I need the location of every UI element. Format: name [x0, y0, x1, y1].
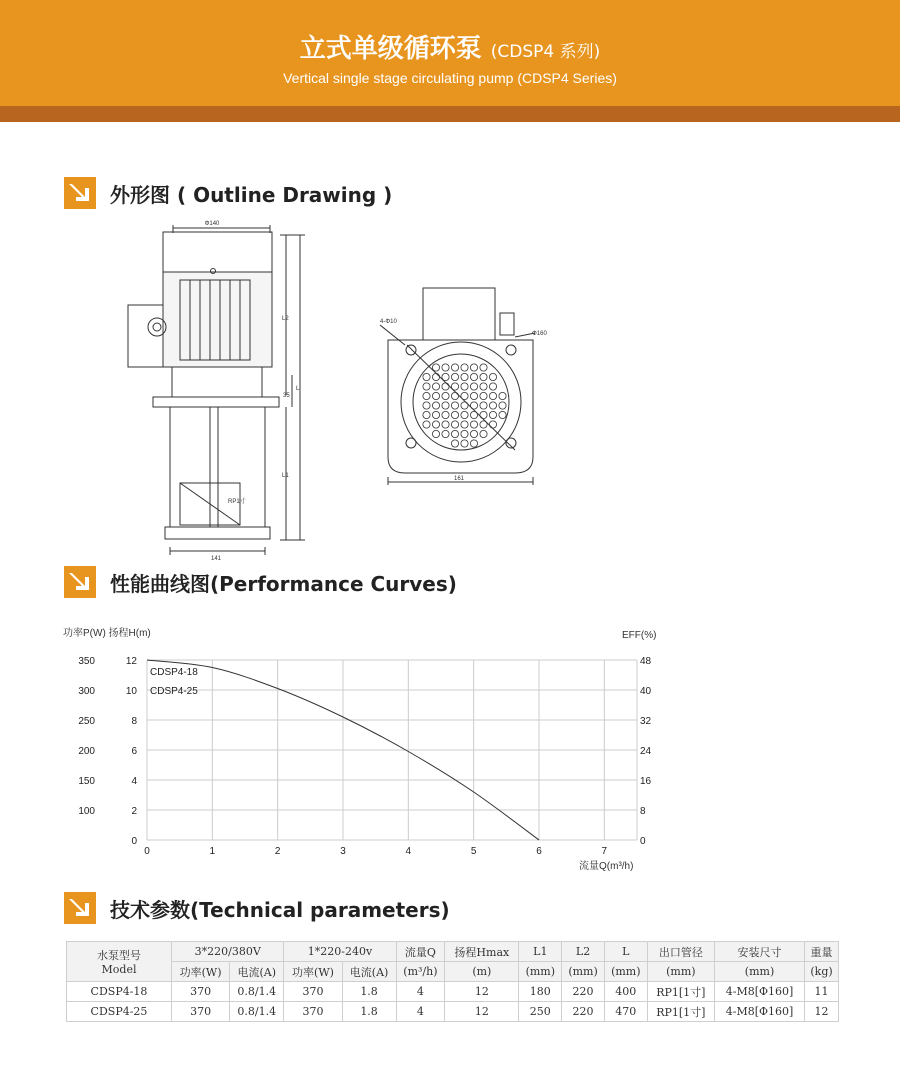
subheader-cell: 电流(A): [342, 962, 396, 982]
grille-hole: [451, 440, 458, 447]
grille-hole: [461, 440, 468, 447]
x-tick-label: 6: [536, 846, 542, 857]
grille-hole: [489, 421, 496, 428]
subheader-cell: (mm): [562, 962, 605, 982]
legend-entry-cdsp4-18: CDSP4-18: [150, 667, 198, 678]
grille-hole: [423, 411, 430, 418]
grille-hole: [499, 392, 506, 399]
header-cell: L1: [519, 942, 562, 962]
grille-hole: [432, 421, 439, 428]
grille-hole: [461, 430, 468, 437]
dim-top-label: Φ140: [204, 221, 220, 227]
grille-hole: [432, 402, 439, 409]
grille-hole: [423, 421, 430, 428]
grille-hole: [480, 411, 487, 418]
subheader-cell: 电流(A): [230, 962, 284, 982]
head-tick-label: 0: [131, 836, 137, 847]
table-cell: RP1[1寸]: [647, 982, 714, 1002]
grille-hole: [442, 421, 449, 428]
grille-hole: [451, 364, 458, 371]
dim-l1-label: L1: [282, 473, 289, 479]
grille-hole: [489, 373, 496, 380]
grille-hole: [470, 364, 477, 371]
table-cell: 4: [396, 1002, 445, 1022]
grille-hole: [451, 430, 458, 437]
table-cell: 0.8/1.4: [230, 982, 284, 1002]
grille-hole: [470, 440, 477, 447]
x-tick-label: 5: [470, 846, 477, 857]
head-tick-label: 8: [131, 716, 137, 727]
eff-tick-label: 0: [640, 836, 646, 847]
grille-hole: [451, 421, 458, 428]
subheader-cell: (m): [445, 962, 519, 982]
grille-hole: [442, 392, 449, 399]
grille-hole: [432, 373, 439, 380]
header-cell: L: [604, 942, 647, 962]
table-row: [67, 982, 839, 1002]
grille-hole: [489, 383, 496, 390]
power-tick-label: 150: [78, 776, 95, 787]
eff-tick-label: 24: [640, 746, 652, 757]
grille-hole: [461, 383, 468, 390]
grille-hole: [423, 402, 430, 409]
header-model-cn: 水泵型号: [97, 949, 141, 962]
x-tick-label: 2: [274, 846, 281, 857]
pump-side-view-drawing: [120, 215, 320, 560]
eff-tick-label: 16: [640, 776, 652, 787]
table-cell: 0.8/1.4: [230, 1002, 284, 1022]
power-tick-label: 200: [78, 746, 95, 757]
table-header-row: [67, 942, 839, 962]
x-tick-label: 4: [405, 846, 412, 857]
table-cell: 12: [445, 1002, 519, 1022]
subheader-cell: (m³/h): [396, 962, 445, 982]
grille-hole: [480, 402, 487, 409]
performance-chart-svg: [60, 620, 660, 880]
grille-hole: [489, 411, 496, 418]
table-cell: 12: [445, 982, 519, 1002]
head-tick-label: 2: [131, 806, 137, 817]
grille-hole: [499, 411, 506, 418]
diameter-label: Φ160: [532, 331, 547, 337]
table-cell: 400: [604, 982, 647, 1002]
table-cell: 4: [396, 982, 445, 1002]
table-cell: 370: [172, 982, 230, 1002]
grille-hole: [480, 383, 487, 390]
table-cell: 220: [562, 1002, 605, 1022]
subheader-cell: (mm): [647, 962, 714, 982]
header-cell: 扬程Hmax: [445, 942, 519, 962]
x-axis-label: 流量Q(m³/h): [579, 861, 634, 872]
header-cell: 1*220-240v: [284, 942, 396, 962]
table-cell: RP1[1寸]: [647, 1002, 714, 1022]
grille-hole: [451, 402, 458, 409]
header-cell: 重量: [805, 942, 839, 962]
grille-hole: [470, 373, 477, 380]
title-series: (CDSP4 系列): [490, 42, 601, 62]
chart-grid: [147, 660, 637, 840]
header-cell: 出口管径: [647, 942, 714, 962]
header-cell: 3*220/380V: [172, 942, 284, 962]
grille-hole: [470, 392, 477, 399]
header-banner-shadow: [0, 106, 900, 122]
grille-hole: [432, 364, 439, 371]
header-cell: 流量Q: [396, 942, 445, 962]
power-tick-label: 250: [78, 716, 95, 727]
header-cell: L2: [562, 942, 605, 962]
table-cell: 470: [604, 1002, 647, 1022]
grille-hole: [442, 383, 449, 390]
dim-l2-label: L2: [282, 316, 289, 322]
grille-hole: [470, 430, 477, 437]
head-tick-label: 12: [125, 656, 137, 667]
page-title: [0, 28, 900, 65]
table-cell: 11: [805, 982, 839, 1002]
table-cell: 12: [805, 1002, 839, 1022]
subheader-cell: (mm): [715, 962, 805, 982]
section-performance-heading: [64, 565, 457, 599]
grille-hole: [470, 411, 477, 418]
table-cell: CDSP4-18: [67, 982, 172, 1002]
section-performance-title: 性能曲线图(Performance Curves): [110, 571, 457, 596]
table-subheader-row: [67, 962, 839, 982]
eff-tick-label: 8: [640, 806, 646, 817]
grille-hole: [451, 392, 458, 399]
arrow-icon: [64, 892, 96, 924]
section-technical-heading: [64, 891, 450, 925]
arrow-icon: [64, 177, 96, 209]
grille-hole: [480, 421, 487, 428]
fan-grille-holes: [423, 364, 506, 447]
dim-35-label: 35: [283, 393, 290, 399]
grille-hole: [489, 392, 496, 399]
subheader-cell: (mm): [519, 962, 562, 982]
grille-hole: [489, 402, 496, 409]
right-axis-label: EFF(%): [622, 630, 657, 641]
header-cell: 安装尺寸: [715, 942, 805, 962]
grille-hole: [461, 421, 468, 428]
table-cell: 250: [519, 1002, 562, 1022]
head-tick-label: 4: [131, 776, 137, 787]
table-cell: CDSP4-25: [67, 1002, 172, 1022]
width-label: 161: [453, 476, 465, 482]
grille-hole: [461, 392, 468, 399]
table-cell: 220: [562, 982, 605, 1002]
page-subtitle: Vertical single stage circulating pump (CDSP4 Series): [283, 70, 617, 86]
dim-l-label: L: [296, 386, 300, 392]
eff-tick-label: 32: [640, 716, 652, 727]
table-cell: 370: [284, 982, 342, 1002]
grille-hole: [423, 392, 430, 399]
grille-hole: [461, 373, 468, 380]
subheader-cell: 功率(W): [172, 962, 230, 982]
section-outline-title: 外形图 ( Outline Drawing ): [110, 182, 393, 207]
grille-hole: [442, 411, 449, 418]
grille-hole: [451, 411, 458, 418]
legend-entry-cdsp4-25: CDSP4-25: [150, 686, 198, 697]
grille-hole: [442, 402, 449, 409]
grille-hole: [470, 421, 477, 428]
header-model-cell: [67, 942, 172, 982]
grille-hole: [442, 373, 449, 380]
dim-rp-label: RP1寸: [228, 499, 246, 505]
title-cn: 立式单级循环泵: [299, 34, 482, 64]
table-cell: 4-M8[Φ160]: [715, 982, 805, 1002]
table-cell: 370: [172, 1002, 230, 1022]
power-tick-label: 300: [78, 686, 95, 697]
grille-hole: [451, 383, 458, 390]
arrow-icon: [64, 566, 96, 598]
x-tick-label: 0: [144, 846, 150, 857]
grille-hole: [480, 364, 487, 371]
x-tick-label: 3: [340, 846, 346, 857]
subheader-cell: (kg): [805, 962, 839, 982]
grille-hole: [480, 392, 487, 399]
grille-hole: [432, 392, 439, 399]
subheader-cell: (mm): [604, 962, 647, 982]
eff-tick-label: 40: [640, 686, 652, 697]
head-tick-label: 6: [131, 746, 137, 757]
section-outline-heading: [64, 176, 392, 210]
table-cell: 180: [519, 982, 562, 1002]
x-tick-label: 7: [601, 846, 608, 857]
section-technical-title: 技术参数(Technical parameters): [110, 897, 450, 922]
grille-hole: [461, 402, 468, 409]
subheader-cell: 功率(W): [284, 962, 342, 982]
eff-tick-label: 48: [640, 656, 652, 667]
power-tick-label: 350: [78, 656, 95, 667]
grille-hole: [432, 383, 439, 390]
grille-hole: [451, 373, 458, 380]
table-cell: 1.8: [342, 1002, 396, 1022]
grille-hole: [432, 430, 439, 437]
pump-top-view-drawing: [375, 285, 550, 485]
grille-hole: [480, 430, 487, 437]
grille-hole: [423, 383, 430, 390]
header-model-en: Model: [101, 963, 137, 976]
left-axis-label: 功率P(W) 扬程H(m): [63, 628, 151, 639]
performance-chart: [60, 620, 660, 880]
grille-hole: [442, 430, 449, 437]
x-tick-label: 1: [209, 846, 216, 857]
grille-hole: [461, 364, 468, 371]
grille-hole: [461, 411, 468, 418]
grille-hole: [499, 402, 506, 409]
holes-label: 4-Φ10: [380, 319, 397, 325]
table-cell: 370: [284, 1002, 342, 1022]
grille-hole: [432, 411, 439, 418]
table-cell: 4-M8[Φ160]: [715, 1002, 805, 1022]
grille-hole: [480, 373, 487, 380]
table-row: [67, 1002, 839, 1022]
table-cell: 1.8: [342, 982, 396, 1002]
power-tick-label: 100: [78, 806, 95, 817]
dim-bottom-label: 141: [210, 556, 222, 560]
grille-hole: [423, 373, 430, 380]
grille-hole: [442, 364, 449, 371]
head-tick-label: 10: [125, 686, 137, 697]
grille-hole: [470, 383, 477, 390]
technical-parameters-table: [66, 941, 839, 1022]
grille-hole: [470, 402, 477, 409]
